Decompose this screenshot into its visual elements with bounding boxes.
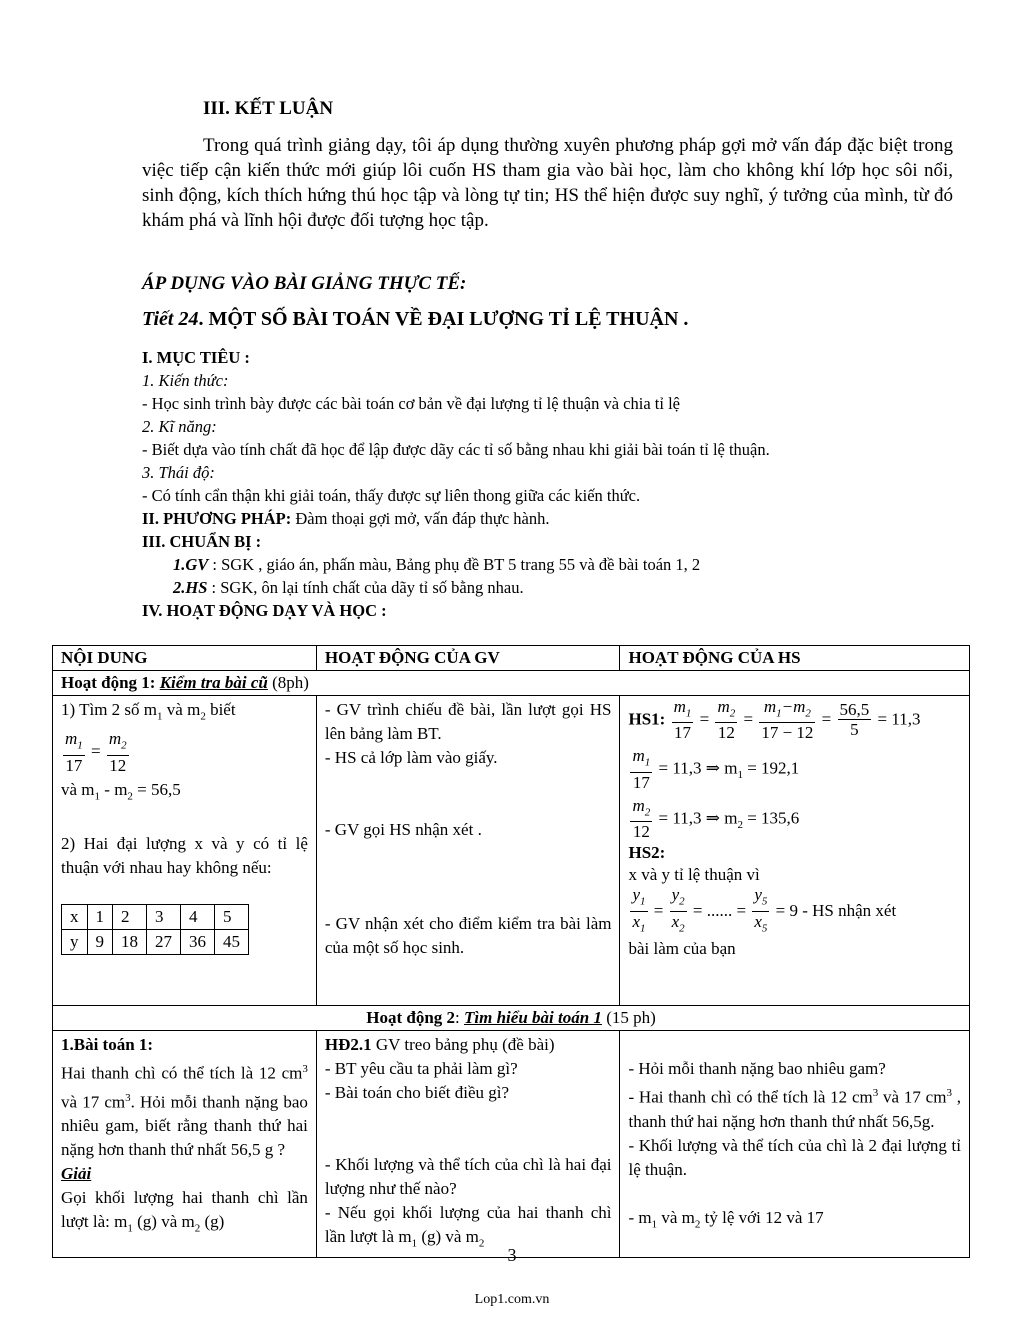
page-number: 3 [507,1245,517,1265]
prep-gv: 1.GV : SGK , giáo án, phấn màu, Bảng phụ đề BT 5 trang 55 và đề bài toán 1, 2 [173,555,701,574]
activity1-gv: - GV trình chiếu đề bài, lần lượt gọi HS lên bảng làm BT. - HS cả lớp làm vào giấy. - GV gọi HS nhận xét . - GV nhận xét cho điểm kiểm tra bài làm của một số học sinh. [316,696,620,1006]
lesson-title: Tiết 24. MỘT SỐ BÀI TOÁN VỀ ĐẠI LƯỢNG TỈ LỆ THUẬN . [142,308,689,330]
y-row: y 9 18 27 36 45 [62,930,249,955]
knowledge-label: 1. Kiến thức: [142,371,229,390]
x-row: x 1 2 3 4 5 [62,905,249,930]
table-header-row [53,646,970,671]
attitude-text: - Có tính cẩn thận khi giải toán, thấy được sự liên thong giữa các kiến thức. [142,486,641,505]
knowledge-text: - Học sinh trình bày được các bài toán cơ bản về đại lượng tỉ lệ thuận và chia tỉ lệ [142,394,680,413]
hs1-m2: $\frac{m_2}{12}$ = 11,3 ⇒ $m_2 = 135,6$ [632,795,800,842]
activity1-hs: HS1: $\frac{m_1}{17}$ = $\frac{m_2}{12}$ = $\frac{m_1-m_2}{17 - 12}$ = $\frac{56,5}{5}$ = 11,3 $\frac{m_1}{17}$ = 11,3 ⇒ $m_1 = 192,1$ $\frac{m_2}{12}$ = 11,3 ⇒ $m_2 = 135,6$ HS2: x và y tỉ lệ thuận vì $\frac{y_1}{x_1}$ = $\frac{y_2}{x_2}$ = ...... = $\frac{y_5}{x_5}$ = 9 - HS nhận xét bài làm của bạn [620,696,970,1006]
conclusion-heading: III. KẾT LUẬN [203,98,334,119]
objectives-heading: I. MỤC TIÊU : [142,348,250,367]
xy-table [61,904,249,955]
footer-site: Lop1.com.vn [474,1292,550,1307]
skill-text: - Biết dựa vào tính chất đã học để lập được dãy các tỉ số bằng nhau khi giải bài toán tỉ lệ thuận. [142,440,770,459]
activity2-content: 1.Bài toán 1: Hai thanh chì có thể tích là 12 $cm^3$ và 17 $cm^3$. Hỏi mỗi thanh nặng bao nhiêu gam, biết rằng thanh thứ hai nặng hơn thanh thứ nhất 56,5 g ? Giải Gọi khối lượng hai thanh chì lần lượt là: $m_1$ (g) và $m_2$ (g) [53,1031,317,1258]
activity2-content-row [53,1031,970,1258]
prep-hs: 2.HS : SGK, ôn lại tính chất của dãy tỉ số bằng nhau. [173,578,524,597]
hs1-m1: $\frac{m_1}{17}$ = 11,3 ⇒ $m_1 = 192,1$ [632,746,800,792]
hs2-equation: $\frac{y_1}{x_1}$ = $\frac{y_2}{x_2}$ = ...... = $\frac{y_5}{x_5}$ = 9 - HS nhận xét [632,885,897,934]
activity2-hs: - Hỏi mỗi thanh nặng bao nhiêu gam? - Hai thanh chì có thể tích là 12 $cm^3$ và 17 $cm^3$ , thanh thứ hai nặng hơn thanh thứ nhất 56,5g. - Khối lượng và thể tích của chì là 2 đại lượng tỉ lệ thuận. - $m_1$ và $m_2$ tỷ lệ với 12 và 17 [620,1031,970,1258]
attitude-label: 3. Thái độ: [142,463,215,482]
header-hs: HOẠT ĐỘNG CỦA HS [620,646,970,671]
activity1-row [53,671,970,696]
header-gv: HOẠT ĐỘNG CỦA GV [316,646,620,671]
hs1-equation: HS1: $\frac{m_1}{17}$ = $\frac{m_2}{12}$ = $\frac{m_1-m_2}{17 - 12}$ = $\frac{56,5}{5}$ = 11,3 [628,697,921,743]
activity2-row [53,1006,970,1031]
lesson-table [52,645,970,1258]
method-line: II. PHƯƠNG PHÁP: Đàm thoại gợi mở, vấn đáp thực hành. [142,509,550,528]
activity1-content-row [53,696,970,1006]
ratio-equation: $\frac{m_1}{17}$ = $\frac{m_2}{12}$ [65,729,127,775]
objectives-block [142,346,972,622]
activity2-gv: HĐ2.1 GV treo bảng phụ (đề bài) - BT yêu cầu ta phải làm gì? - Bài toán cho biết điều gì? - Khối lượng và thể tích của chì là hai đại lượng như thế nào? - Nếu gọi khối lượng của hai thanh chì lần lượt là $m_1$ (g) và $m_2$ [316,1031,620,1258]
prep-heading: III. CHUẨN BỊ : [142,532,262,551]
activity1-title: Hoạt động 1: Kiểm tra bài cũ (8ph) [53,671,970,696]
header-content: NỘI DUNG [53,646,317,671]
activity1-content: 1) Tìm 2 số $m_1$ và $m_2$ biết $\frac{m_1}{17}$ = $\frac{m_2}{12}$ và $m_1 - m_2 = 56,5$ 2) Hai đại lượng x và y có tỉ lệ thuận với nhau hay không nếu: x 1 2 3 4 5 y 9 18 27 36 45 [53,696,317,1006]
activity2-title: Hoạt động 2: Tìm hiểu bài toán 1 (15 ph) [53,1006,970,1031]
skill-label: 2. Kĩ năng: [142,417,217,436]
conclusion-paragraph: Trong quá trình giảng dạy, tôi áp dụng thường xuyên phương pháp gợi mở vấn đáp đặc biệt trong việc tiếp cận kiến thức mới giúp lôi cuốn HS tham gia vào bài học, làm cho không khí lớp học sôi nổi, sinh động, kích thích hứng thú học tập và lòng tự tin; HS thể hiện được suy nghĩ, ý tưởng của mình, từ đó khám phá và lĩnh hội được đối tượng học tập. [142,135,953,231]
activities-heading: IV. HOẠT ĐỘNG DẠY VÀ HỌC : [142,601,387,620]
apply-heading: ÁP DỤNG VÀO BÀI GIẢNG THỰC TẾ: [142,273,467,294]
